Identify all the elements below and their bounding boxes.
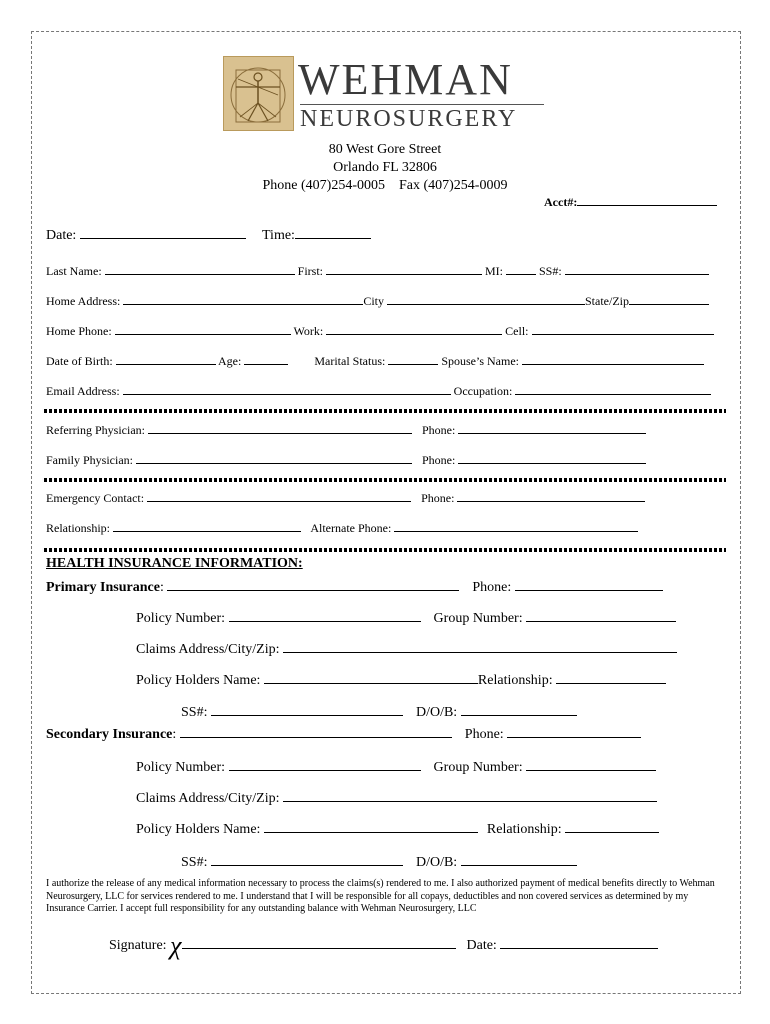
email-row [46,383,711,399]
primary-phone-line[interactable] [515,577,663,591]
primary-phone-label: Phone: [472,580,512,595]
primary-holder-line[interactable] [264,670,478,684]
primary-policy-row [136,608,676,627]
secondary-relationship-label: Relationship: [486,822,562,837]
primary-claims-label: Claims Address/City/Zip: [136,642,280,657]
home-address-label: Home Address: [46,294,121,308]
dob-row [46,353,704,369]
work-label: Work: [293,324,324,338]
work-line[interactable] [326,323,502,335]
last-name-label: Last Name: [46,264,102,278]
section-divider-2 [44,478,726,482]
family-line[interactable] [136,452,412,464]
secondary-dob-line[interactable] [461,852,577,866]
primary-relationship-line[interactable] [556,670,666,684]
signature-line[interactable] [182,935,456,949]
acct-label: Acct#: [544,195,578,209]
primary-holder-row [136,670,666,689]
emergency-phone-label: Phone: [421,491,455,505]
relationship-line[interactable] [113,520,301,532]
last-name-row [46,263,709,279]
signature-label: Signature: [109,938,167,953]
phone-fax-line: Phone (407)254-0005 Fax (407)254-0009 [262,178,508,193]
cell-line[interactable] [532,323,714,335]
dob-label: Date of Birth: [46,354,113,368]
spouse-label: Spouse’s Name: [441,354,519,368]
home-phone-label: Home Phone: [46,324,112,338]
relationship-row [46,520,638,536]
primary-ss-label: SS#: [181,705,208,720]
age-line[interactable] [244,353,288,365]
last-name-line[interactable] [105,263,295,275]
primary-claims-row [136,639,677,658]
primary-claims-line[interactable] [283,639,677,653]
signature-x-mark: χ [170,931,182,960]
alternate-phone-line[interactable] [394,520,638,532]
mi-label: MI: [485,264,503,278]
secondary-phone-label: Phone: [464,727,504,742]
home-phone-row [46,323,714,339]
primary-holder-label: Policy Holders Name: [136,673,261,688]
referring-line[interactable] [148,422,412,434]
brand-subtitle: NEUROSURGERY [300,106,518,132]
acct-line[interactable] [577,194,717,206]
alternate-phone-label: Alternate Phone: [310,521,392,535]
time-field [262,225,371,244]
secondary-ss-label: SS#: [181,855,208,870]
primary-group-line[interactable] [526,608,676,622]
secondary-claims-row [136,788,657,807]
state-zip-line[interactable] [629,293,709,305]
time-label: Time: [262,228,295,243]
home-phone-line[interactable] [115,323,291,335]
spouse-line[interactable] [522,353,704,365]
primary-colon: : [159,580,164,595]
secondary-claims-label: Claims Address/City/Zip: [136,791,280,806]
secondary-phone-line[interactable] [507,724,641,738]
emergency-line[interactable] [147,490,411,502]
primary-insurance-label: Primary Insurance [46,580,160,595]
age-label: Age: [218,354,242,368]
date-line[interactable] [80,225,246,239]
occupation-line[interactable] [515,383,711,395]
primary-insurance-line[interactable] [167,577,459,591]
acct-field [544,194,717,210]
family-phone-line[interactable] [458,452,646,464]
referring-label: Referring Physician: [46,423,145,437]
ss-label: SS#: [539,264,562,278]
secondary-relationship-line[interactable] [565,819,659,833]
emergency-phone-line[interactable] [457,490,645,502]
referring-row [46,422,646,438]
secondary-holder-line[interactable] [264,819,478,833]
vitruvian-logo-image [223,56,294,131]
time-line[interactable] [295,225,371,239]
brand-title: WEHMAN [298,55,513,104]
signature-date-label: Date: [466,938,497,953]
marital-label: Marital Status: [314,354,386,368]
email-line[interactable] [123,383,451,395]
primary-group-label: Group Number: [433,611,523,626]
primary-ss-row [181,702,577,721]
secondary-policy-line[interactable] [229,757,421,771]
secondary-group-line[interactable] [526,757,656,771]
home-address-row [46,293,709,309]
signature-row [109,926,658,960]
section-divider-3 [44,548,726,552]
secondary-insurance-line[interactable] [180,724,452,738]
occupation-label: Occupation: [453,384,513,398]
primary-dob-line[interactable] [461,702,577,716]
address-line-1: 80 West Gore Street [328,142,442,157]
primary-policy-line[interactable] [229,608,421,622]
marital-line[interactable] [388,353,438,365]
state-zip-label: State/Zip [585,294,629,308]
primary-dob-label: D/O/B: [415,705,458,720]
secondary-claims-line[interactable] [283,788,657,802]
primary-relationship-label: Relationship: [477,673,553,688]
first-name-label: First: [297,264,323,278]
first-name-line[interactable] [326,263,482,275]
date-label: Date: [46,228,77,243]
secondary-holder-label: Policy Holders Name: [136,822,261,837]
family-row [46,452,646,468]
secondary-dob-label: D/O/B: [415,855,458,870]
emergency-label: Emergency Contact: [46,491,145,505]
secondary-policy-row [136,757,656,776]
secondary-insurance-label: Secondary Insurance [46,727,173,742]
authorization-text: I authorize the release of any medical information necessary to process the claims(s) rendered to me. I also authorized payment of medical benefits directly to Wehman Neurosurgery, LLC for services rendered to me. I understand that I will be responsible for all copays, deductibles and non covered services as determined by my Insurance Carrier. I accept full responsibility for any outstanding balance with Wehman Neurosurgery, LLC [46,878,715,914]
section-divider-1 [44,409,726,413]
signature-date-line[interactable] [500,935,658,949]
emergency-row [46,490,645,506]
secondary-ss-line[interactable] [211,852,403,866]
secondary-insurance-row [46,724,641,743]
secondary-colon: : [172,727,177,742]
family-label: Family Physician: [46,453,133,467]
address-line-2: Orlando FL 32806 [333,160,437,175]
cell-label: Cell: [505,324,529,338]
family-phone-label: Phone: [422,453,456,467]
home-address-line[interactable] [123,293,363,305]
date-field [46,225,246,244]
city-label: City [363,294,384,308]
referring-phone-label: Phone: [421,423,456,437]
secondary-holder-row [136,819,659,838]
email-label: Email Address: [46,384,120,398]
secondary-ss-row [181,852,577,871]
relationship-label: Relationship: [46,521,110,535]
insurance-heading: HEALTH INSURANCE INFORMATION: [46,556,303,571]
city-line[interactable] [387,293,585,305]
ss-line[interactable] [565,263,709,275]
mi-line[interactable] [506,263,536,275]
secondary-policy-label: Policy Number: [136,760,226,775]
referring-phone-line[interactable] [458,422,646,434]
primary-ss-line[interactable] [211,702,403,716]
secondary-group-label: Group Number: [433,760,523,775]
dob-line[interactable] [116,353,216,365]
primary-insurance-row [46,577,663,596]
primary-policy-label: Policy Number: [136,611,226,626]
